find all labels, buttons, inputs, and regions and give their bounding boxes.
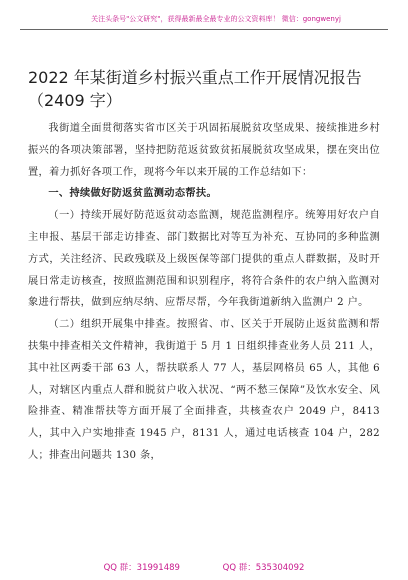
- footer-qq-left: QQ 群：31991489: [103, 563, 180, 573]
- header-divider: [20, 29, 388, 30]
- document-body: [28, 118, 380, 467]
- header-banner: 关注头条号"公文研究"，获得最新最全最专业的公文资料库！ 微信：gongwenyj: [91, 15, 341, 23]
- footer-contacts: [0, 561, 408, 573]
- document-title: 2022 年某街道乡村振兴重点工作开展情况报告（2409 字）: [28, 68, 362, 110]
- intro-paragraph: 我街道全面贯彻落实省市区关于巩固拓展脱贫攻坚成果、接续推进乡村振兴的各项决策部署，坚持把防范返贫致贫拓展脱贫攻坚成果，摆在突出位置，着力抓好各项工作，现将今年以来开展的工作总结如下：: [28, 123, 380, 178]
- paragraph-monitoring: （一）持续开展好防范返贫动态监测，规范监测程序。统筹用好农户自主申报、基层干部走访排查、部门数据比对等互为补充、互协同的多种监测方式，关注经济、民政残联及上级医保等部门提供的重点人群数据，及时开展日常走访核查，按照监测范围和识别程序，将符合条件的农户纳入监测对象进行帮扶，做到应纳尽纳、应帮尽帮，今年我街道新纳入监测户 2 户。: [28, 210, 380, 309]
- paragraph-investigation: （二）组织开展集中排查。按照省、市、区关于开展防止返贫监测和帮扶集中排查相关文件精神，我街道于 5 月 1 日组织排查业务人员 211 人，其中社区两委干部 63 人，帮扶联系人 77 人，基层网格员 65 人，其他 6 人，对辖区内重点人群和脱贫户收入状况、“两不愁三保障”及饮水安全、风险排查、精准帮扶等方面开展了全面排查，共核查农户 2049 户，8413 人，其中入户实地排查 1945 户，8131 人，通过电话核查 104 户，282 人；排查出问题共 130 条，: [28, 319, 380, 461]
- section-heading-1: 一、持续做好防返贫监测动态帮扶。: [48, 188, 217, 200]
- footer-qq-right: QQ 群：535304092: [222, 563, 305, 573]
